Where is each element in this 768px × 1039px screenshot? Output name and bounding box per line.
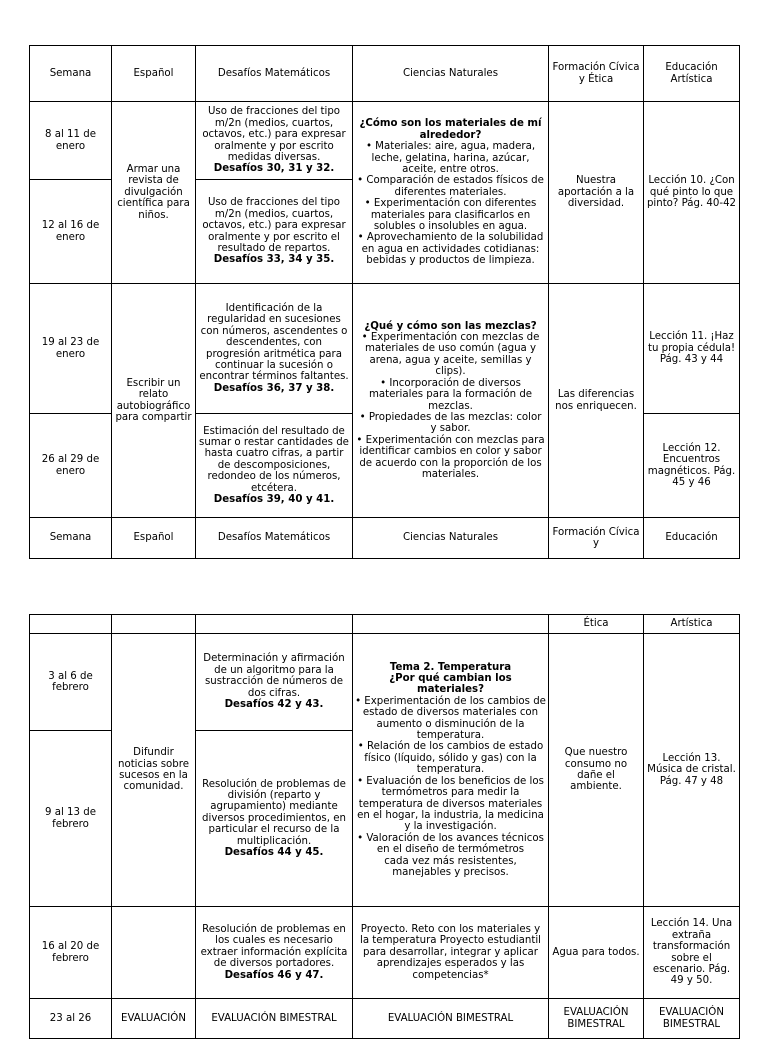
ciencias-cell [353,634,549,907]
week-cell: 12 al 16 de enero [30,180,112,284]
ciencias-cell: EVALUACIÓN BIMESTRAL [353,999,549,1039]
header-formacion: Formación Cívica y [549,518,644,559]
ciencias-item: • Experimentación con mezclas de materiales de uso común (agua y arena, agua y aceite, semillas y clips). [361,332,540,378]
educacion-cell: Lección 12. Encuentros magnéticos. Pág. 45 y 46 [644,414,740,518]
week-cell: 23 al 26 [30,999,112,1039]
formacion-cell: Las diferencias nos enriquecen. [549,284,644,518]
ciencias-item: • Propiedades de las mezclas: color y sabor. [359,411,542,435]
espanol-cell: Armar una revista de divulgación científica para niños. [112,102,196,284]
header-semana: Semana [30,46,112,102]
desafios-cell [196,634,353,731]
formacion-cell: Que nuestro consumo no dañe el ambiente. [549,634,644,907]
table-row [30,284,740,414]
espanol-cell: Difundir noticias sobre sucesos en la comunidad. [112,634,196,907]
desafios-numbers: Desafíos 39, 40 y 41. [213,494,335,506]
week-cell: 3 al 6 de febrero [30,634,112,731]
ciencias-item: • Experimentación con mezclas para identificar cambios en color y sabor de acuerdo con la proporción de los materiales. [356,434,545,480]
ciencias-item: • Incorporación de diversos materiales para la formación de mezclas. [368,377,533,412]
ciencias-item: • Valoración de los avances técnicos en el diseño de termómetros [357,832,544,856]
desafios-cell [196,731,353,907]
desafios-cell [196,284,353,414]
desafios-text: Estimación del resultado de sumar o restar cantidades de hasta cuatro cifras, a partir de descomposiciones, redondeo de los números, etcétera. [199,425,349,494]
header-educacion: Educación Artística [644,46,740,102]
table-row [30,907,740,999]
formacion-cell: EVALUACIÓN BIMESTRAL [549,999,644,1039]
desafios-text: Resolución de problemas en los cuales es necesario extraer información explícita de diversos portadores. [200,923,348,970]
header-ciencias: Ciencias Naturales [353,518,549,559]
header-row [30,615,740,634]
ciencias-item: cada vez más resistentes, manejables y precisos. [384,855,517,878]
desafios-cell [196,180,353,284]
desafios-text: Uso de fracciones del tipo m/2n (medios, cuartos, octavos, etc.) para expresar oralmente y por escrito medidas diversas. [202,106,346,163]
desafios-cell [196,102,353,180]
desafios-text: Resolución de problemas de división (reparto y agrupamiento) mediante diversos procedimientos, en particular el recurso de la multiplicación. [202,778,346,847]
desafios-numbers: Desafíos 36, 37 y 38. [213,382,335,394]
ciencias-item: • Comparación de estados físicos de diferentes materiales. [357,175,544,198]
ciencias-item: • Evaluación de los beneficios de los termómetros para medir la temperatura de diversos materiales en el hogar, la industria, la medicina y la investigación. [357,775,544,833]
desafios-numbers: Desafíos 30, 31 y 32. [213,163,335,175]
header-row [30,46,740,102]
header-desafios: Desafíos Matemáticos [196,518,353,559]
espanol-cell-empty [112,907,196,999]
ciencias-item: • Materiales: aire, agua, madera, leche, gelatina, harina, azúcar, aceite, entre otros. [365,141,536,175]
desafios-text: Determinación y afirmación de un algoritmo para la sustracción de números de dos cifras. [203,653,345,699]
ciencias-cell [353,102,549,284]
espanol-cell: EVALUACIÓN [112,999,196,1039]
ciencias-cell: Proyecto. Reto con los materiales y la temperatura Proyecto estudiantil para desarrollar, integrar y aplicar aprendizajes esperados y las competencias* [353,907,549,999]
ciencias-item: • Experimentación con diferentes materiales para clasificarlos en solubles o insolubles en agua. [364,198,537,233]
formacion-cell: Agua para todos. [549,907,644,999]
table-row [30,999,740,1039]
desafios-numbers: Desafíos 46 y 47. [224,969,324,981]
header-empty [196,615,353,634]
desafios-text: Identificación de la regularidad en sucesiones con números, ascendentes o descendentes, con progresión aritmética para continuar la sucesión o encontrar términos faltantes. [199,302,349,383]
table-row [30,634,740,731]
ciencias-item: • Relación de los cambios de estado físico (líquido, sólido y gas) con la temperatura. [357,741,544,776]
ciencias-title: Tema 2. Temperatura [389,661,512,673]
header-etica: Ética [549,615,644,634]
header-espanol: Español [112,46,196,102]
ciencias-subtitle: ¿Por qué cambian los materiales? [389,673,512,696]
header-desafios: Desafíos Matemáticos [196,46,353,102]
espanol-cell: Escribir un relato autobiográfico para compartir [112,284,196,518]
schedule-table-page-1 [29,45,740,559]
week-cell: 9 al 13 de febrero [30,731,112,907]
formacion-cell: Nuestra aportación a la diversidad. [549,102,644,284]
educacion-cell: Lección 10. ¿Con qué pinto lo que pinto? Pág. 40-42 [644,102,740,284]
ciencias-cell [353,284,549,518]
ciencias-title: ¿Cómo son los materiales de mí alrededor? [359,118,542,141]
header-educacion: Educación [644,518,740,559]
ciencias-item: • Aprovechamiento de la solubilidad en agua en actividades cotidianas: bebidas y productos de limpieza. [357,232,544,267]
week-cell: 16 al 20 de febrero [30,907,112,999]
table-row [30,102,740,180]
week-cell: 8 al 11 de enero [30,102,112,180]
schedule-table-page-2 [29,614,740,1039]
desafios-cell: EVALUACIÓN BIMESTRAL [196,999,353,1039]
desafios-numbers: Desafíos 33, 34 y 35. [213,254,335,266]
desafios-cell [196,414,353,518]
educacion-cell: EVALUACIÓN BIMESTRAL [644,999,740,1039]
header-empty [112,615,196,634]
week-cell: 26 al 29 de enero [30,414,112,518]
ciencias-title: ¿Qué y cómo son las mezclas? [364,320,537,332]
desafios-cell [196,907,353,999]
header-semana: Semana [30,518,112,559]
week-cell: 19 al 23 de enero [30,284,112,414]
header-formacion: Formación Cívica y Ética [549,46,644,102]
header-empty [30,615,112,634]
header-empty [353,615,549,634]
desafios-text: Uso de fracciones del tipo m/2n (medios, cuartos, octavos, etc.) para expresar oralmente y por escrito el resultado de repartos. [202,197,346,254]
repeated-header-row [30,518,740,559]
desafios-numbers: Desafíos 44 y 45. [224,847,324,859]
desafios-numbers: Desafíos 42 y 43. [224,699,324,711]
header-espanol: Español [112,518,196,559]
ciencias-item: • Experimentación de los cambios de estado de diversos materiales con aumento o disminución de la temperatura. [355,695,546,742]
educacion-cell: Lección 11. ¡Haz tu propia cédula! Pág. 43 y 44 [644,284,740,414]
educacion-cell: Lección 14. Una extraña transformación sobre el escenario. Pág. 49 y 50. [644,907,740,999]
educacion-cell: Lección 13. Música de cristal. Pág. 47 y 48 [644,634,740,907]
header-artistica: Artística [644,615,740,634]
header-ciencias: Ciencias Naturales [353,46,549,102]
